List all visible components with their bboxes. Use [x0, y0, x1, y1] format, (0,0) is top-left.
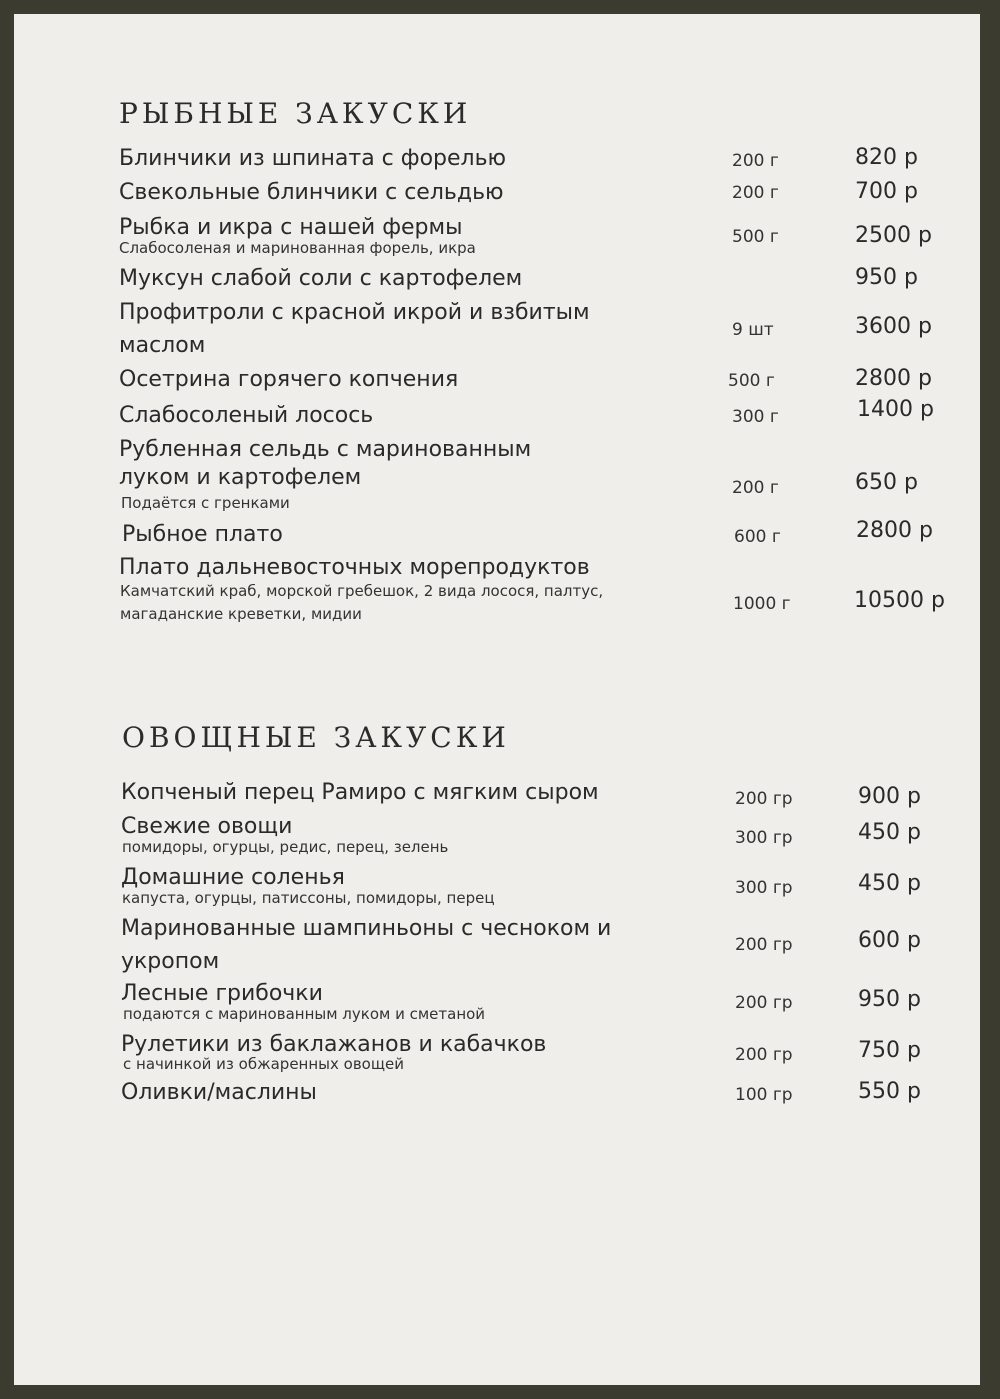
item-price: 600 р	[858, 928, 921, 953]
item-price: 900 р	[858, 784, 921, 809]
item-name: Свекольные блинчики с сельдью	[119, 180, 504, 205]
item-weight: 600 г	[734, 527, 781, 547]
item-price: 700 р	[855, 179, 918, 204]
item-price: 450 р	[858, 871, 921, 896]
item-weight: 200 гр	[735, 935, 793, 955]
section-title-fish: РЫБНЫЕ ЗАКУСКИ	[119, 97, 472, 130]
item-weight: 300 гр	[735, 828, 793, 848]
item-price: 2800 р	[855, 366, 932, 391]
section-title-vegetables: ОВОЩНЫЕ ЗАКУСКИ	[122, 721, 510, 754]
item-price: 750 р	[858, 1038, 921, 1063]
item-name: Плато дальневосточных морепродуктов	[119, 555, 590, 580]
item-weight: 300 гр	[735, 878, 793, 898]
item-weight: 100 гр	[735, 1085, 793, 1105]
item-name: Профитроли с красной икрой и взбитым маслом	[119, 300, 590, 358]
item-price: 950 р	[858, 987, 921, 1012]
item-name: Копченый перец Рамиро с мягким сыром	[121, 780, 599, 805]
item-name: Оливки/маслины	[121, 1080, 317, 1105]
item-weight: 1000 г	[733, 594, 791, 614]
item-description: подаются с маринованным луком и сметаной	[123, 1005, 486, 1023]
item-name: Маринованные шампиньоны с чесноком и укропом	[121, 916, 612, 974]
item-weight: 200 гр	[735, 1045, 793, 1065]
item-name: Муксун слабой соли с картофелем	[119, 266, 523, 291]
item-weight: 9 шт	[732, 320, 774, 340]
item-weight: 300 г	[732, 407, 779, 427]
menu-page	[14, 14, 980, 1385]
item-name: Свежие овощи	[121, 814, 293, 839]
item-price: 2500 р	[855, 223, 932, 248]
item-name: Домашние соленья	[121, 865, 345, 890]
item-description: помидоры, огурцы, редис, перец, зелень	[122, 838, 449, 856]
item-price: 820 р	[855, 145, 918, 170]
item-description: Слабосоленая и маринованная форель, икра	[119, 239, 476, 257]
item-price: 1400 р	[857, 397, 934, 422]
item-weight: 500 г	[728, 371, 775, 391]
item-weight: 200 г	[732, 183, 779, 203]
item-weight: 500 г	[732, 227, 779, 247]
item-weight: 200 гр	[735, 993, 793, 1013]
item-name: Блинчики из шпината с форелью	[119, 146, 507, 171]
item-description: капуста, огурцы, патиссоны, помидоры, перец	[122, 889, 495, 907]
item-description: Подаётся с гренками	[121, 494, 290, 512]
item-price: 3600 р	[855, 314, 932, 339]
item-price: 950 р	[855, 265, 918, 290]
item-name: Рубленная сельдь с маринованным луком и картофелем	[119, 437, 532, 490]
item-name: Слабосоленый лосось	[119, 403, 374, 428]
item-name: Осетрина горячего копчения	[119, 367, 459, 392]
item-price: 2800 р	[856, 518, 933, 543]
item-weight: 200 г	[732, 151, 779, 171]
item-name: Рыбное плато	[122, 522, 283, 547]
item-name: Лесные грибочки	[121, 981, 323, 1006]
item-weight: 200 г	[732, 478, 779, 498]
item-price: 10500 р	[854, 588, 945, 613]
item-name: Рулетики из баклажанов и кабачков	[121, 1032, 547, 1057]
item-name: Рыбка и икра с нашей фермы	[119, 215, 463, 240]
item-description: с начинкой из обжаренных овощей	[123, 1055, 404, 1073]
item-weight: 200 гр	[735, 789, 793, 809]
item-price: 550 р	[858, 1079, 921, 1104]
item-price: 450 р	[858, 820, 921, 845]
item-price: 650 р	[855, 470, 918, 495]
item-description: Камчатский краб, морской гребешок, 2 вида лосося, палтус, магаданские креветки, мидии	[120, 582, 604, 623]
